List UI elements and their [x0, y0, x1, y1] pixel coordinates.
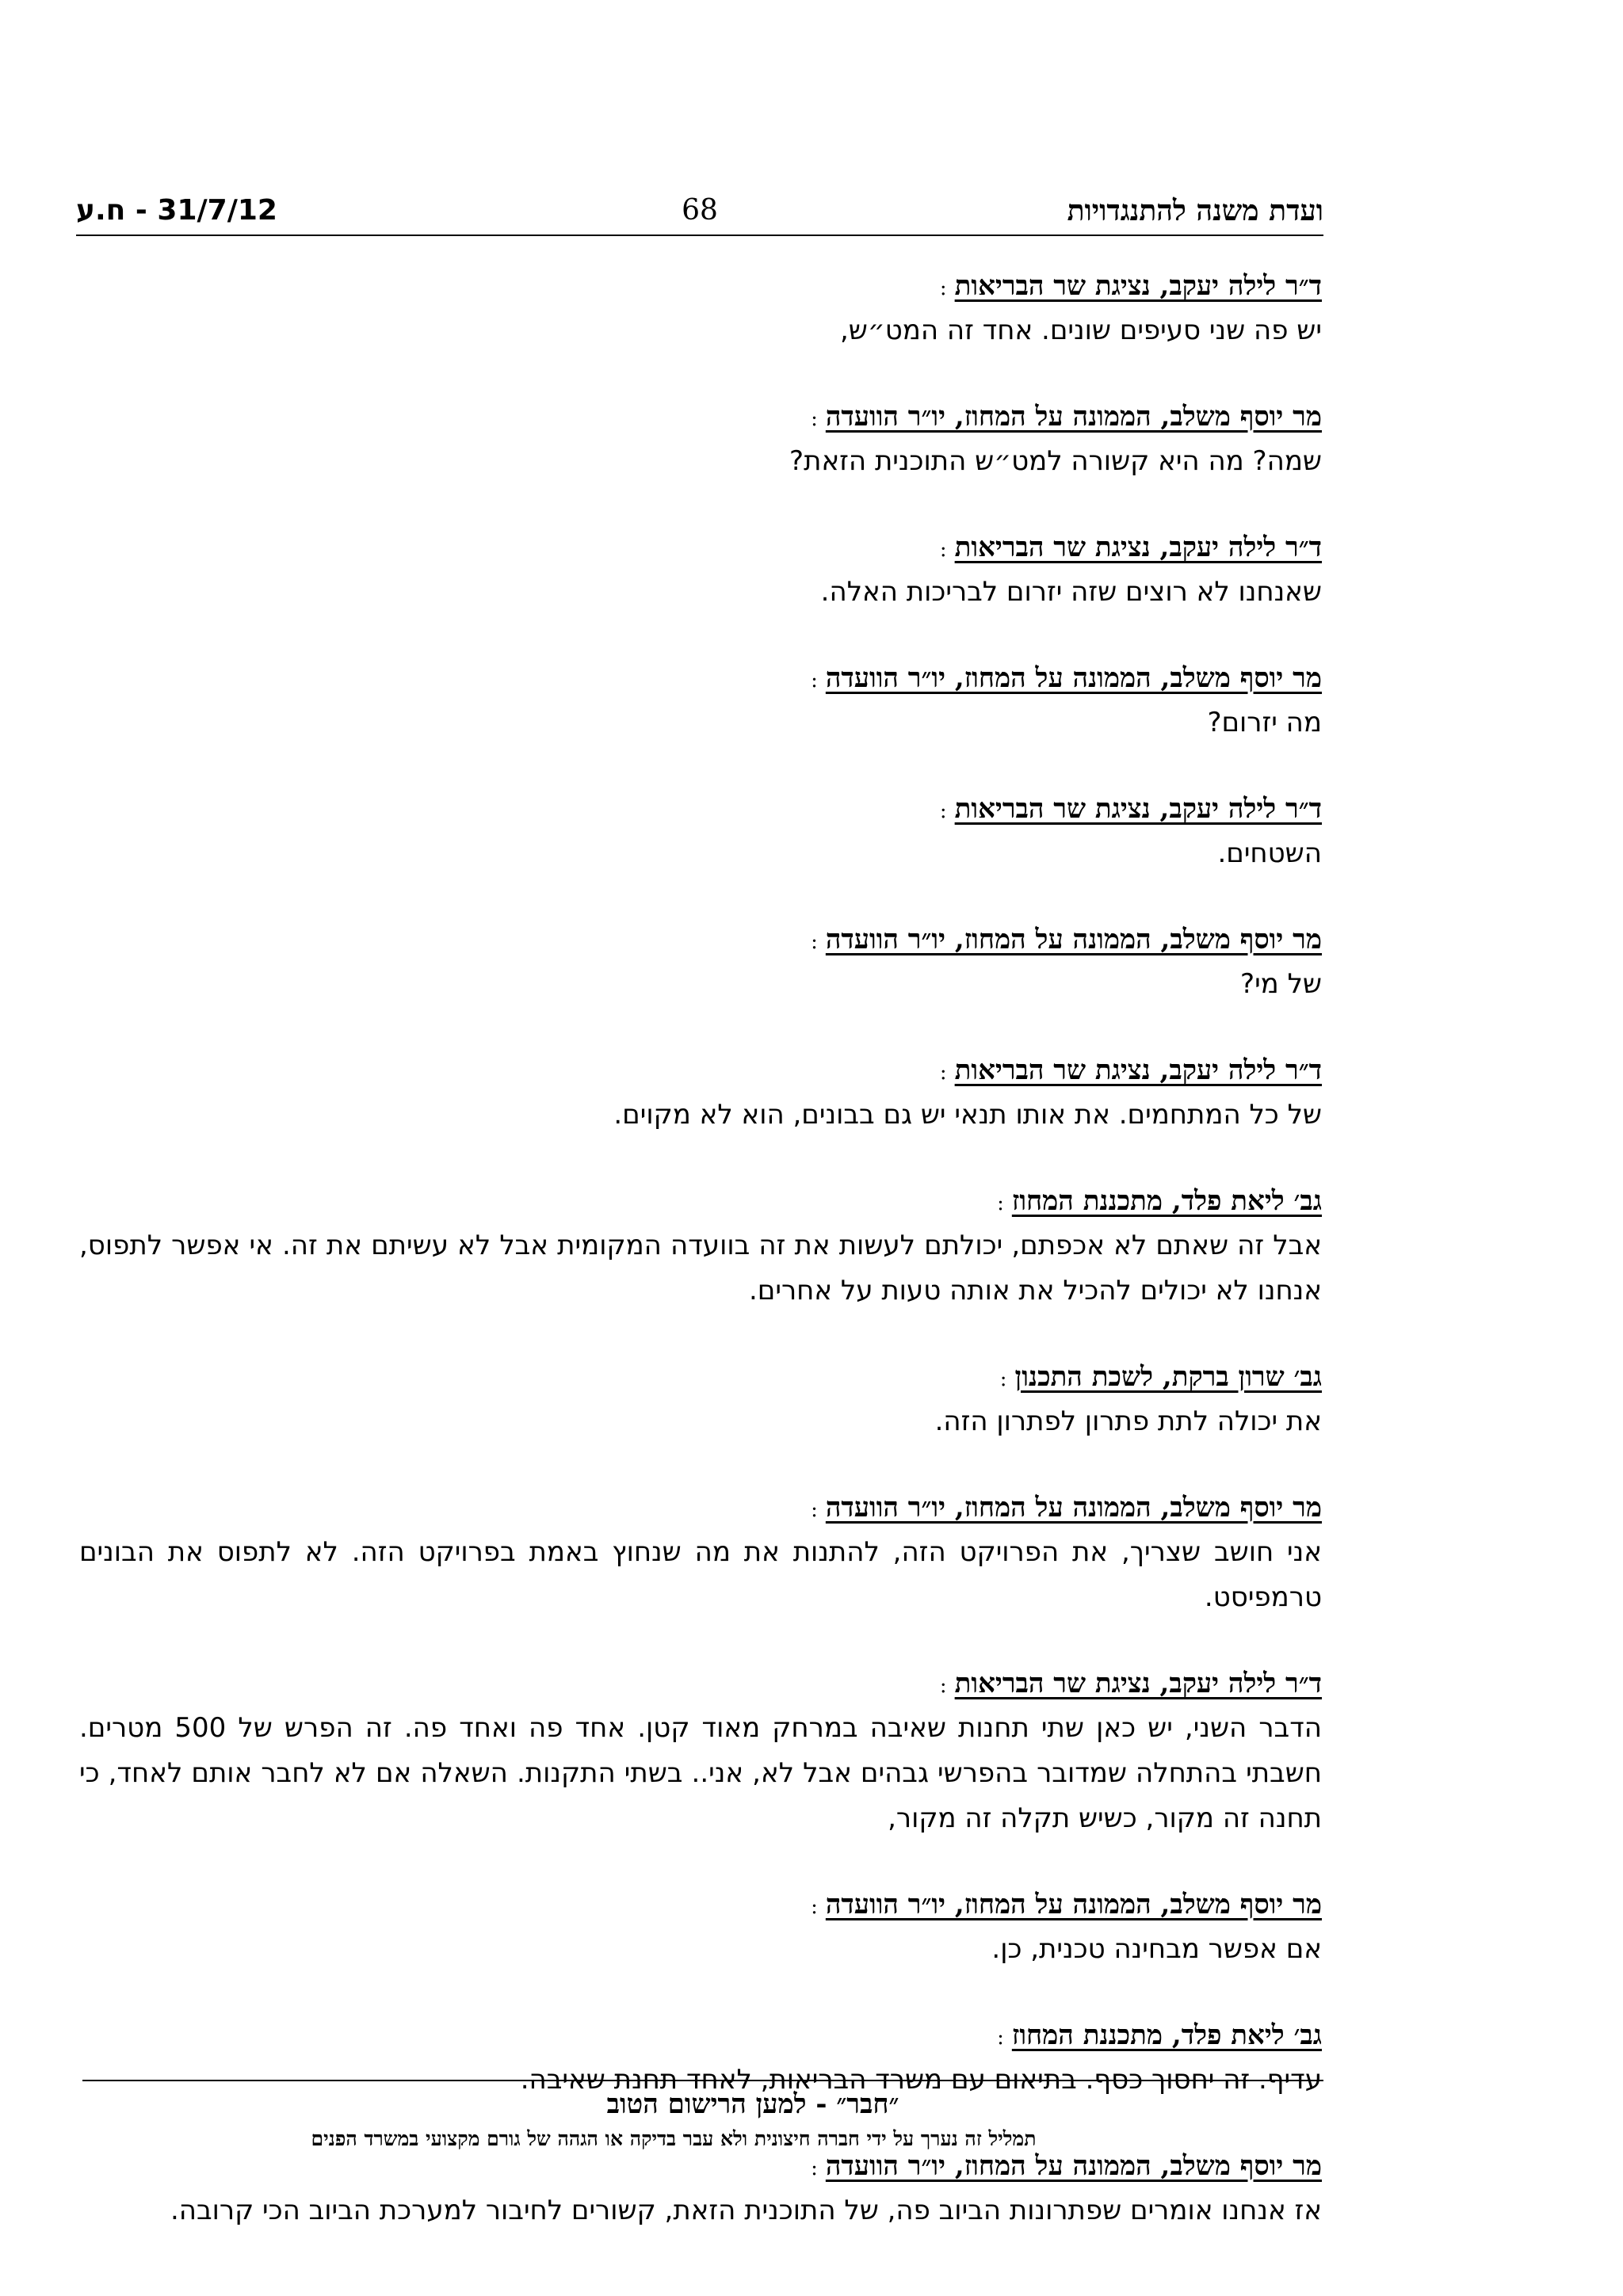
- speech-text: השטחים.: [1217, 837, 1322, 869]
- speaker-name: ד״ר לילה יעקב, נציגת שר הבריאות:: [939, 1055, 1322, 1086]
- transcript-entry: [79, 1488, 1322, 1620]
- speech-text: עדיף. זה יחסוך כסף. בתיאום עם משרד הבריאות, לאחד תחנת שאיבה.: [520, 2064, 1322, 2096]
- speaker-name: מר יוסף משלב, הממונה על המחוז, יו״ר הוועדה:: [811, 401, 1322, 433]
- transcript-entry: [79, 920, 1322, 1007]
- speech-text: יש פה שני סעיפים שונים. אחד זה המט״ש,: [839, 315, 1322, 346]
- speech-text: של מי?: [1240, 968, 1322, 1000]
- speech-text: שמה? מה היא קשורה למט״ש התוכנית הזאת?: [789, 445, 1322, 477]
- speech-text: אם אפשר מבחינה טכנית, כן.: [991, 1933, 1322, 1965]
- transcript-entry: [79, 1181, 1322, 1314]
- speaker-name: מר יוסף משלב, הממונה על המחוז, יו״ר הוועדה:: [811, 1889, 1322, 1920]
- transcript-entry: [79, 1357, 1322, 1444]
- transcript-entry: [79, 658, 1322, 746]
- speaker-name: גב׳ ליאת פלד, מתכננת המחוז:: [997, 1185, 1322, 1217]
- page-header: [76, 187, 1323, 236]
- speech-text: אני חושב שצריך, את הפרויקט הזה, להתנות את מה שנחוץ באמת בפרויקט הזה. לא לתפוס את הבונים טרמפיסט.: [79, 1536, 1322, 1613]
- speech-text: של כל המתחמים. את אותו תנאי יש גם בבונים, הוא לא מקוים.: [613, 1099, 1322, 1131]
- transcript: [79, 266, 1322, 2277]
- footer-title: ״חבר״ - למען הרישום הטוב: [606, 2088, 899, 2120]
- speaker-name: גב׳ שרון ברקת, לשכת התכנון:: [999, 1361, 1322, 1393]
- speaker-name: ד״ר לילה יעקב, נציגת שר הבריאות:: [939, 532, 1322, 563]
- transcript-entry: [79, 528, 1322, 615]
- transcript-entry: [79, 266, 1322, 353]
- transcript-entry: [79, 397, 1322, 484]
- transcript-entry: [79, 2146, 1322, 2233]
- speech-text: מה יזרום?: [1207, 707, 1322, 738]
- committee-title: ועדת משנה להתנגדויות: [1067, 194, 1323, 227]
- speech-text: את יכולה לתת פתרון לפתרון הזה.: [934, 1405, 1322, 1437]
- speaker-name: ד״ר לילה יעקב, נציגת שר הבריאות:: [939, 270, 1322, 302]
- transcript-entry: [79, 1664, 1322, 1841]
- date-code: 31/7/12 - ח.ע: [76, 194, 277, 227]
- transcript-entry: [79, 1051, 1322, 1138]
- speech-text: אבל זה שאתם לא אכפתם, יכולתם לעשות את זה בוועדה המקומית אבל לא עשיתם את זה. אי אפשר לתפוס, אנחנו לא יכולים להכיל את אותה טעות על אחרים.: [79, 1230, 1322, 1306]
- transcript-entry: [79, 1885, 1322, 1972]
- speaker-name: גב׳ ליאת פלד, מתכננת המחוז:: [997, 2019, 1322, 2051]
- speaker-name: מר יוסף משלב, הממונה על המחוז, יו״ר הוועדה:: [811, 924, 1322, 955]
- speech-text: אז אנחנו אומרים שפתרונות הביוב פה, של התוכנית הזאת, קשורים לחיבור למערכת הביוב הכי קרובה.: [170, 2195, 1322, 2226]
- speaker-name: מר יוסף משלב, הממונה על המחוז, יו״ר הוועדה:: [811, 2150, 1322, 2182]
- page-number: 68: [682, 194, 718, 227]
- speaker-name: ד״ר לילה יעקב, נציגת שר הבריאות:: [939, 1668, 1322, 1699]
- transcript-entry: [79, 789, 1322, 876]
- speech-text: הדבר השני, יש כאן שתי תחנות שאיבה במרחק מאוד קטן. אחד פה ואחד פה. זה הפרש של 500 מטרים. חשבתי בהתחלה שמדובר בהפרשי גבהים אבל לא, אני.. בשתי התקנות. השאלה אם לא לחבר אותם לאחד, כי תחנה זה מקור, כשיש תקלה זה מקור,: [79, 1712, 1322, 1834]
- footer-disclaimer: תמליל זה נערך על ידי חברה חיצונית ולא עבר בדיקה או הגהה של גורם מקצועי במשרד הפנים: [311, 2127, 1037, 2150]
- speech-text: שאנחנו לא רוצים שזה יזרום לבריכות האלה.: [820, 576, 1322, 608]
- speaker-name: ד״ר לילה יעקב, נציגת שר הבריאות:: [939, 793, 1322, 825]
- speaker-name: מר יוסף משלב, הממונה על המחוז, יו״ר הוועדה:: [811, 662, 1322, 694]
- speaker-name: מר יוסף משלב, הממונה על המחוז, יו״ר הוועדה:: [811, 1492, 1322, 1524]
- footer-divider: [82, 2080, 1323, 2081]
